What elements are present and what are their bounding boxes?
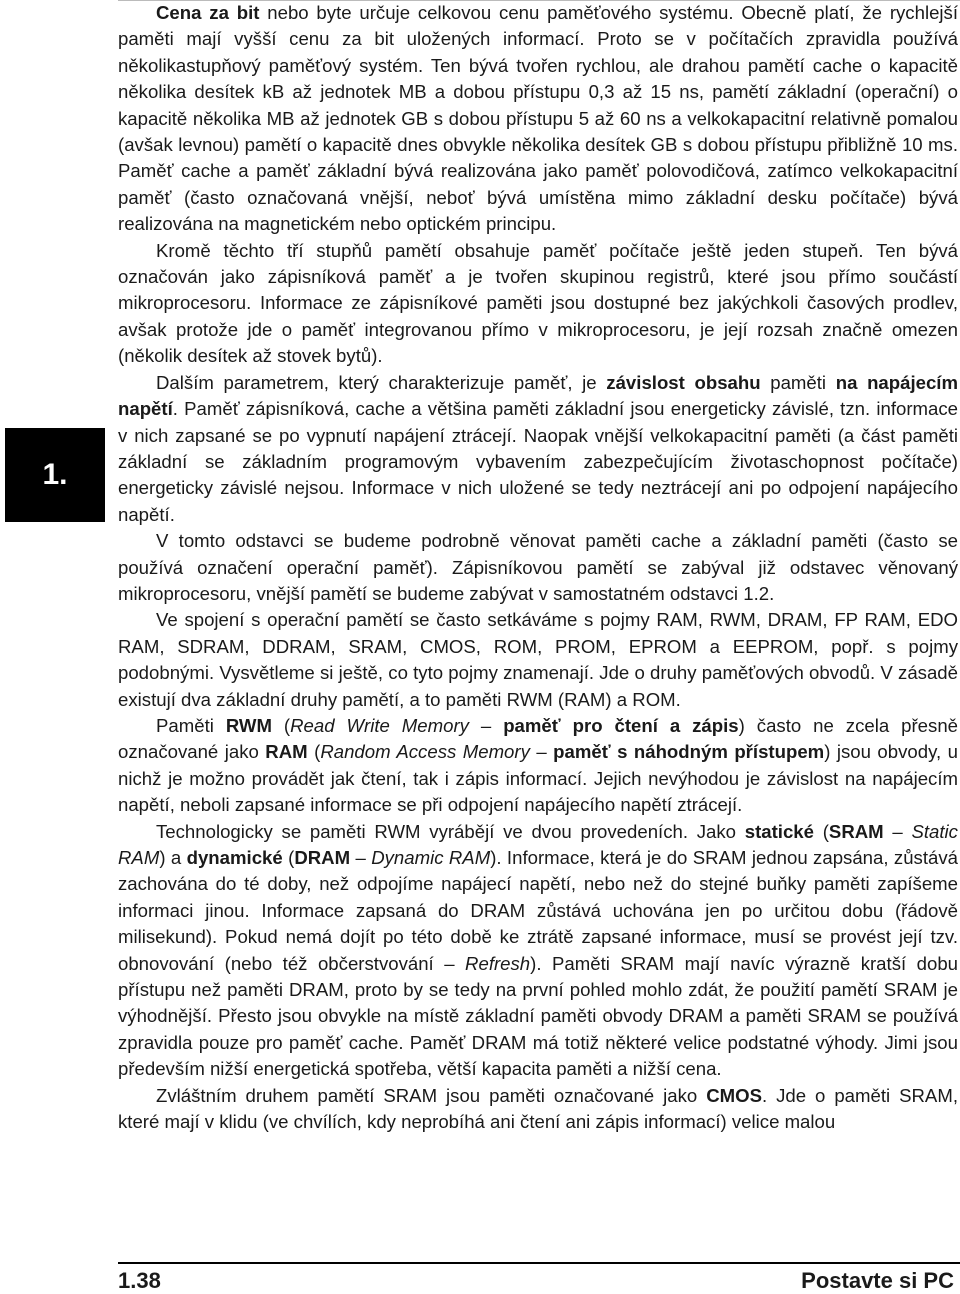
article-body: [118, 0, 958, 1135]
bold-term: Cena za bit: [156, 2, 260, 23]
text-run: Kromě těchto tří stupňů pamětí obsahuje paměť počítače ještě jeden stupeň. Ten bývá označován jako zápisníková paměť a je tvořen skupinou registrů, které jsou přímo součástí mikroprocesoru. Informace ze zápisníkové paměti jsou dostupné bez jakýchkoli časových prodlev, avšak protože jde o paměť integrovanou přímo v mikroprocesoru, je její rozsah značně omezen (několik desítek až stovek bytů).: [118, 239, 958, 367]
bold-term: paměť s náhodným přístupem: [553, 741, 825, 763]
paragraph: [118, 1083, 958, 1136]
text-run: ). Paměti SRAM mají navíc výrazně kratší dobu přístupu než paměti DRAM, proto by se tedy na první pohled mohlo zdát, že použití pamětí SRAM je výhodnější. Přesto jsou obvykle na místě základní paměti obvody DRAM a paměti SRAM se používá zpravidla pouze pro paměť cache. Paměť DRAM má totiž některé velice podstatné výhody. Jimi jsou především nižší energetická spotřeba, větší kapacita paměti a nižší cena.: [118, 952, 959, 1080]
text-run: –: [883, 820, 912, 842]
paragraph: [118, 528, 958, 607]
paragraph: [118, 238, 958, 370]
italic-term: Refresh: [465, 952, 531, 974]
paragraph: [118, 370, 958, 528]
text-run: (: [282, 847, 295, 868]
text-run: . Jde o paměti SRAM, které mají v klidu (ve chvílích, kdy neprobíhá ani čtení ani zápis informací) velice malou: [118, 1084, 958, 1133]
paragraph: [118, 713, 958, 819]
paragraph: [118, 607, 958, 713]
italic-term: Read Write Memory: [290, 714, 469, 736]
page-number: 1.38: [118, 1268, 161, 1293]
italic-term: Random Access Memory: [320, 741, 530, 763]
chapter-tab: [5, 428, 105, 522]
bold-term: statické: [744, 820, 814, 842]
text-run: –: [468, 714, 504, 736]
bold-term: na napájecím napětí: [118, 371, 959, 420]
bold-term: závislost obsahu: [606, 371, 761, 393]
italic-term: Dynamic RAM: [371, 847, 491, 868]
text-run: ) často ne zcela přesně označované jako: [118, 714, 958, 763]
footer-rule: [118, 1262, 960, 1264]
text-run: Ve spojení s operační pamětí se často setkáváme s pojmy RAM, RWM, DRAM, FP RAM, EDO RAM, SDRAM, DDRAM, SRAM, CMOS, ROM, PROM, EPROM a EEPROM, popř. s pojmy podobnými. Vysvětleme si ještě, co tyto pojmy znamenají. Jde o druhy paměťových obvodů. V zásadě existují dva základní druhy pamětí, a to paměti RWM (RAM) a ROM.: [118, 609, 958, 710]
text-run: ) a: [159, 847, 187, 868]
paragraph: [118, 819, 958, 1083]
text-run: ) jsou obvody, u nichž je možno provádět jak čtení, tak i zápis informací. Jejich nevýhodou je závislost na napájecím napětí, neboli zapsané informace se při odpojení napájecího napětí ztrácejí.: [118, 741, 958, 816]
paragraph: [118, 0, 958, 238]
text-run: (: [307, 741, 321, 763]
bold-term: paměť pro čtení a zápis: [503, 714, 739, 736]
bold-term: RAM: [265, 741, 308, 763]
text-run: –: [350, 847, 372, 868]
text-run: (: [814, 820, 829, 842]
text-run: paměti: [760, 371, 836, 393]
text-run: –: [529, 741, 554, 763]
bold-term: RWM: [225, 714, 272, 736]
text-run: Technologicky se paměti RWM vyrábějí ve dvou provedeních. Jako: [156, 820, 745, 842]
italic-term: Static RAM: [118, 820, 958, 868]
text-run: Zvláštním druhem pamětí SRAM jsou paměti označované jako: [156, 1084, 707, 1106]
text-run: Paměti: [156, 714, 226, 736]
text-run: V tomto odstavci se budeme podrobně věnovat paměti cache a základní paměti (často se používá označení operační paměť). Zápisníkovou pamětí se zabýval již odstavec věnovaný mikroprocesoru, vnější pamětí se budeme zabývat v samostatném odstavci 1.2.: [118, 530, 958, 604]
text-run: (: [271, 714, 291, 736]
text-run: nebo byte určuje celkovou cenu paměťového systému. Obecně platí, že rychlejší paměti mají vyšší cenu za bit uložených informací. Proto se v počítačích zpravidla používá několikastupňový paměťový systém. Ten bývá tvořen rychlou, ale drahou pamětí cache o kapacitě několika desítek kB až jednotek MB a dobou přístupu 0,3 až 15 ns, pamětí základní (operační) o kapacitě několika MB až jednotek GB s dobou přístupu 5 až 60 ns a velkokapacitní relativně pomalou (avšak levnou) pamětí o kapacitě dnes obvykle několika desítek GB s dobou přístupu přibližně 10 ms. Paměť cache a paměť základní bývá realizována jako paměť polovodičová, zatímco velkokapacitní paměť (často označovaná vnější, neboť bývá umístěna mimo základní desku počítače) bývá realizována na magnetickém nebo optickém principu.: [118, 2, 959, 235]
text-run: Dalším parametrem, který charakterizuje paměť, je: [156, 371, 607, 393]
bold-term: SRAM: [828, 820, 884, 842]
bold-term: CMOS: [706, 1084, 762, 1106]
text-run: . Paměť zápisníková, cache a většina paměti základní jsou energeticky závislé, tzn. informace v nich zapsané se po vypnutí napájení ztrácejí. Naopak vnější velkokapacitní paměti (a část paměti základní se základním programovým vybavením zabezpečujícím životaschopnost počítače) energeticky závislé nejsou. Informace v nich uložené se tedy neztrácejí ani po odpojení napájecího napětí.: [118, 398, 958, 525]
text-run: ). Informace, která je do SRAM jednou zapsána, zůstává zachována do té doby, než odpojíme napájecí napětí, nebo než do stejné buňky paměti zapíšeme informaci jinou. Informace zapsaná do DRAM zůstává uchována jen po určitou dobu (řádově milisekund). Pokud nemá dojít po této době ke ztrátě zapsané informace, musí se provést její tzv. obnovování (nebo též občerstvování –: [118, 847, 958, 974]
bold-term: dynamické: [186, 847, 283, 868]
bold-term: DRAM: [294, 847, 351, 868]
publication-title: Postavte si PC: [801, 1268, 954, 1293]
chapter-number: 1.: [42, 458, 68, 491]
